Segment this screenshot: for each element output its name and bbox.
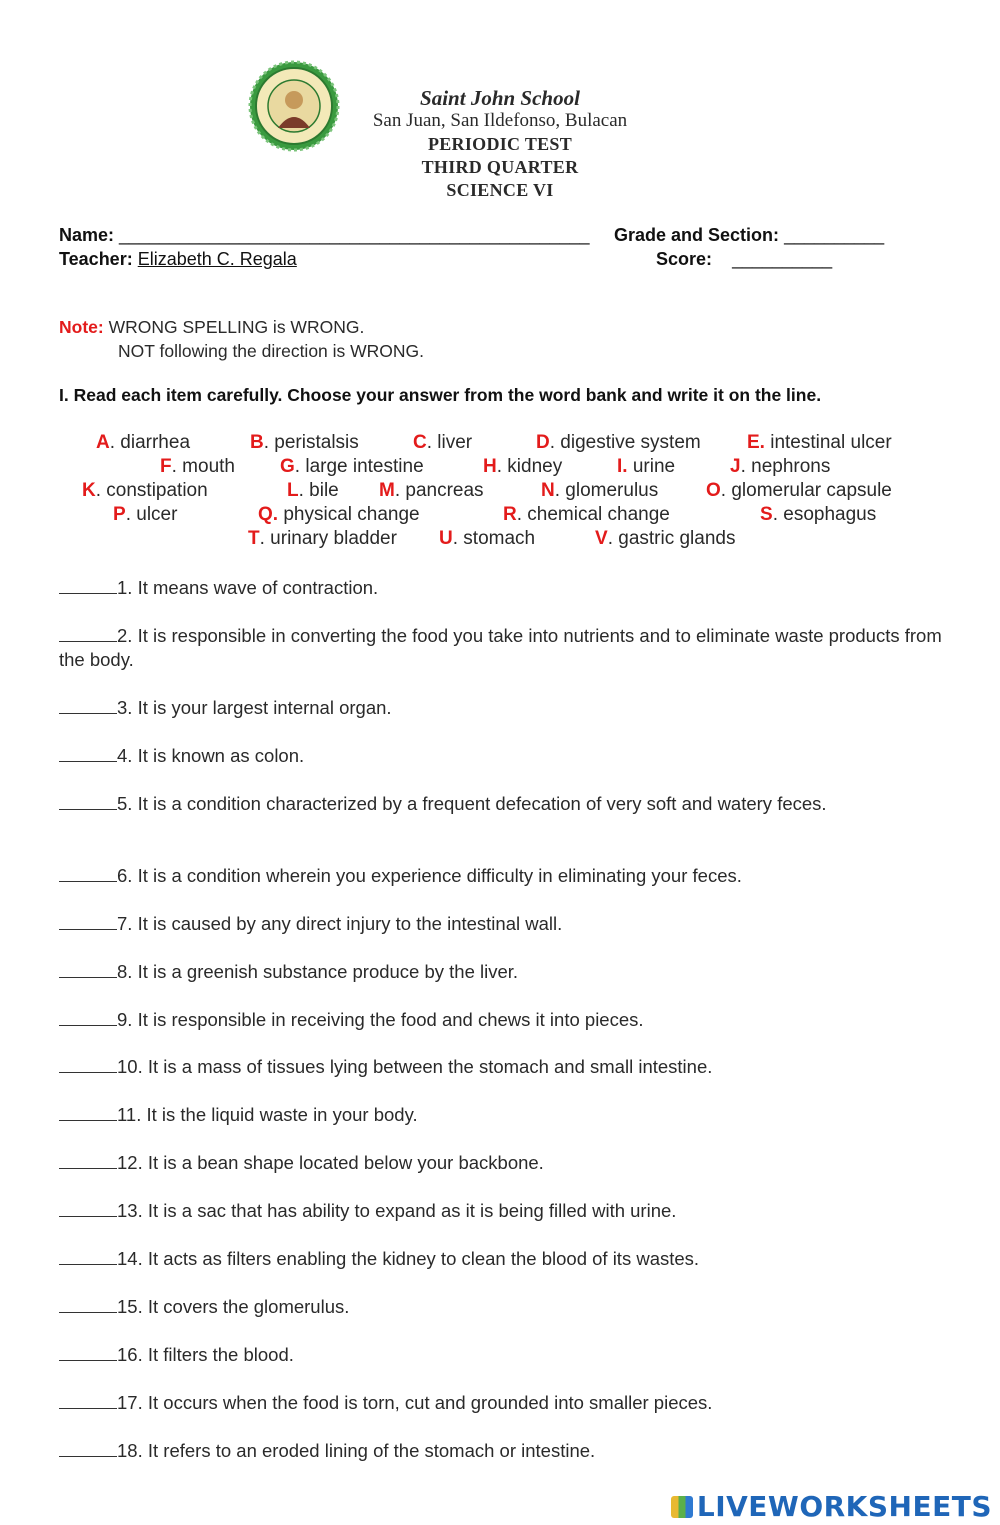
word-bank-item: J. nephrons bbox=[730, 456, 831, 477]
liveworksheets-watermark: LIVEWORKSHEETS bbox=[671, 1490, 992, 1523]
word-bank-item: D. digestive system bbox=[536, 432, 701, 453]
score-label: Score: bbox=[656, 249, 713, 269]
answer-blank-10[interactable] bbox=[59, 1056, 117, 1073]
answer-blank-11[interactable] bbox=[59, 1104, 117, 1121]
score-input-line[interactable]: __________ bbox=[732, 249, 833, 269]
word-bank-item: A. diarrhea bbox=[96, 432, 191, 453]
word-bank-item: N. glomerulus bbox=[541, 480, 659, 501]
note-text-2: NOT following the direction is WRONG. bbox=[118, 341, 425, 361]
word-bank-item: K. constipation bbox=[82, 480, 208, 501]
answer-blank-2[interactable] bbox=[59, 625, 117, 642]
grade-label: Grade and Section: bbox=[614, 225, 780, 245]
word-bank-item: G. large intestine bbox=[280, 456, 424, 477]
question-4: 4. It is known as colon. bbox=[59, 744, 949, 768]
word-bank-item: R. chemical change bbox=[503, 504, 670, 525]
answer-blank-14[interactable] bbox=[59, 1248, 117, 1265]
question-3: 3. It is your largest internal organ. bbox=[59, 696, 949, 720]
question-9: 9. It is responsible in receiving the food and chews it into pieces. bbox=[59, 1008, 949, 1032]
note-line-1 bbox=[59, 317, 364, 338]
subject-title: SCIENCE VI bbox=[446, 180, 554, 200]
answer-blank-12[interactable] bbox=[59, 1152, 117, 1169]
word-bank-item: U. stomach bbox=[439, 528, 536, 549]
teacher-label: Teacher: bbox=[59, 249, 133, 269]
question-8: 8. It is a greenish substance produce by the liver. bbox=[59, 960, 949, 984]
question-17: 17. It occurs when the food is torn, cut and grounded into smaller pieces. bbox=[59, 1391, 949, 1415]
word-bank-item: B. peristalsis bbox=[250, 432, 359, 453]
word-bank-item: V. gastric glands bbox=[595, 528, 736, 549]
answer-blank-8[interactable] bbox=[59, 961, 117, 978]
teacher-row bbox=[59, 249, 297, 270]
answer-blank-6[interactable] bbox=[59, 865, 117, 882]
school-name: Saint John School bbox=[420, 86, 580, 110]
question-14: 14. It acts as filters enabling the kidney to clean the blood of its wastes. bbox=[59, 1247, 949, 1271]
question-12: 12. It is a bean shape located below your backbone. bbox=[59, 1151, 949, 1175]
instruction: I. Read each item carefully. Choose your answer from the word bank and write it on the line. bbox=[59, 385, 822, 405]
name-row bbox=[59, 225, 590, 246]
word-bank-item: O. glomerular capsule bbox=[706, 480, 892, 501]
question-6: 6. It is a condition wherein you experience difficulty in eliminating your feces. bbox=[59, 864, 949, 888]
word-bank-item: P. ulcer bbox=[113, 504, 178, 525]
grade-row bbox=[614, 225, 884, 246]
answer-blank-16[interactable] bbox=[59, 1344, 117, 1361]
question-15: 15. It covers the glomerulus. bbox=[59, 1295, 949, 1319]
answer-blank-13[interactable] bbox=[59, 1200, 117, 1217]
answer-blank-1[interactable] bbox=[59, 577, 117, 594]
word-bank-item: S. esophagus bbox=[760, 504, 877, 525]
question-16: 16. It filters the blood. bbox=[59, 1343, 949, 1367]
answer-blank-7[interactable] bbox=[59, 913, 117, 930]
name-label: Name: bbox=[59, 225, 115, 245]
grade-input-line[interactable]: __________ bbox=[784, 225, 885, 245]
question-1: 1. It means wave of contraction. bbox=[59, 576, 949, 600]
word-bank-item: Q. physical change bbox=[258, 504, 420, 525]
question-2: 2. It is responsible in converting the food you take into nutrients and to eliminate waste products from the body. bbox=[59, 625, 942, 670]
quarter-title: THIRD QUARTER bbox=[421, 157, 579, 177]
word-bank-item: L. bile bbox=[287, 480, 339, 501]
answer-blank-3[interactable] bbox=[59, 697, 117, 714]
question-13: 13. It is a sac that has ability to expand as it is being filled with urine. bbox=[59, 1199, 949, 1223]
name-input-line[interactable]: _______________________________________________ bbox=[119, 225, 590, 245]
word-bank-item: I. urine bbox=[617, 456, 676, 477]
question-18: 18. It refers to an eroded lining of the stomach or intestine. bbox=[59, 1439, 949, 1463]
school-address: San Juan, San Ildefonso, Bulacan bbox=[372, 110, 628, 131]
question-11: 11. It is the liquid waste in your body. bbox=[59, 1103, 949, 1127]
note-label: Note: bbox=[59, 317, 104, 337]
liveworksheets-logo-icon bbox=[671, 1496, 693, 1518]
answer-blank-18[interactable] bbox=[59, 1440, 117, 1457]
answer-blank-5[interactable] bbox=[59, 793, 117, 810]
question-5: 5. It is a condition characterized by a frequent defecation of very soft and watery feces. bbox=[59, 792, 949, 816]
answer-blank-9[interactable] bbox=[59, 1009, 117, 1026]
answer-blank-17[interactable] bbox=[59, 1392, 117, 1409]
test-title: PERIODIC TEST bbox=[427, 134, 573, 154]
word-bank-item: F. mouth bbox=[160, 456, 235, 477]
note-text-1: WRONG SPELLING is WRONG. bbox=[108, 317, 365, 337]
answer-blank-15[interactable] bbox=[59, 1296, 117, 1313]
teacher-name: Elizabeth C. Regala bbox=[137, 249, 297, 269]
word-bank-item: C. liver bbox=[413, 432, 473, 453]
score-row bbox=[656, 249, 832, 270]
question-7: 7. It is caused by any direct injury to the intestinal wall. bbox=[59, 912, 949, 936]
word-bank-item: H. kidney bbox=[483, 456, 563, 477]
word-bank-item: M. pancreas bbox=[379, 480, 484, 501]
question-10: 10. It is a mass of tissues lying between the stomach and small intestine. bbox=[59, 1055, 949, 1079]
answer-blank-4[interactable] bbox=[59, 745, 117, 762]
word-bank-item: E. intestinal ulcer bbox=[747, 432, 892, 453]
word-bank-item: T. urinary bladder bbox=[248, 528, 397, 549]
